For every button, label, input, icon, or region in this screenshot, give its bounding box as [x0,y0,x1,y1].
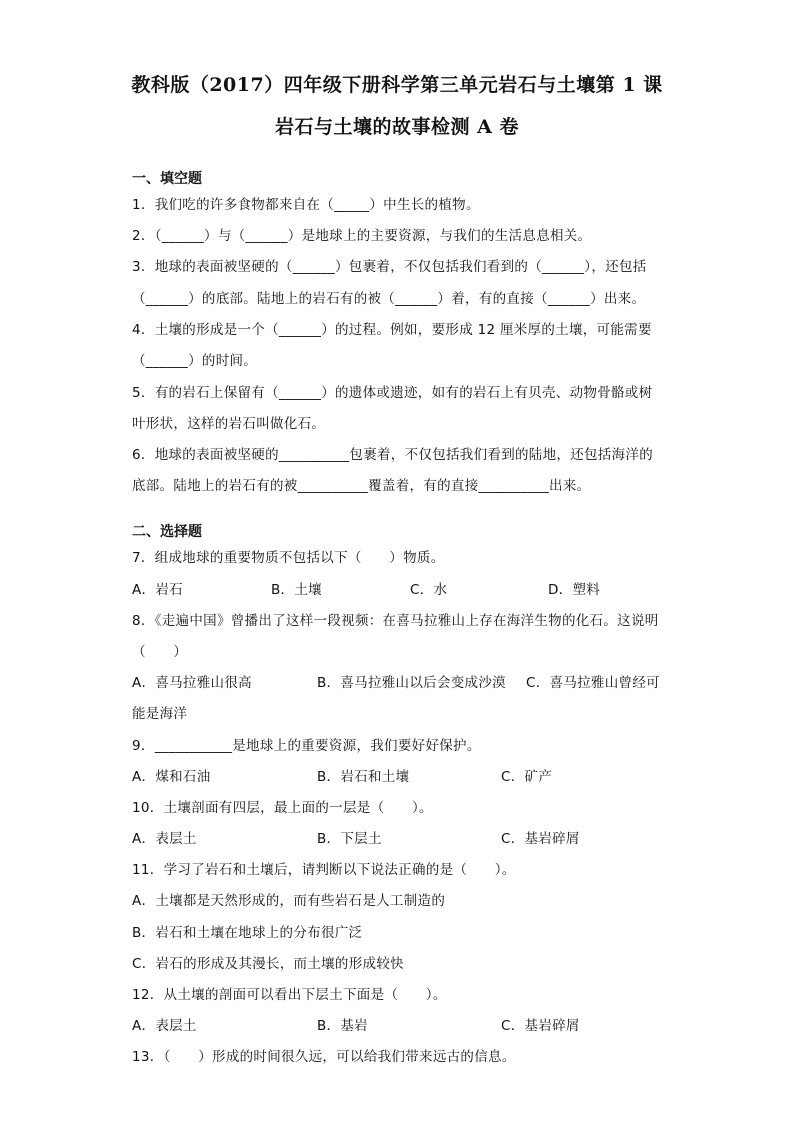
q10-option-a: A．表层土 [132,831,197,847]
section-heading-multiple-choice: 二、选择题 [132,524,202,540]
q11-option-c: C．岩石的形成及其漫长，而土壤的形成较快 [132,956,404,972]
question-line: 5．有的岩石上保留有（______）的遗体或遗迹，如有的岩石上有贝壳、动物骨骼或树 [132,385,653,401]
q8-option-c: C．喜马拉雅山曾经可 [526,675,660,691]
q9-option-c: C．矿产 [501,769,553,785]
question-line: 2．（______）与（______）是地球上的主要资源，与我们的生活息息相关。 [132,228,592,244]
q10-option-b: B．下层土 [317,831,382,847]
question-8-stem: 8．《走遍中国》曾播出了这样一段视频：在喜马拉雅山上存在海洋生物的化石。这说明 [132,613,659,629]
q7-option-b: B．土壤 [271,582,322,598]
question-7-stem: 7．组成地球的重要物质不包括以下（ ）物质。 [132,550,445,566]
q7-option-d: D．塑料 [548,582,601,598]
q11-option-b: B．岩石和土壤在地球上的分布很广泛 [132,925,363,941]
q8-option-c-cont: 能是海洋 [132,706,188,722]
document-title-line1: 教科版（2017）四年级下册科学第三单元岩石与土壤第 1 课 [131,74,663,96]
question-10-stem: 10．土壤剖面有四层，最上面的一层是（ ）。 [132,800,433,816]
question-line: 6．地球的表面被坚硬的__________包裹着，不仅包括我们看到的陆地，还包括海洋的 [132,447,653,463]
q12-option-b: B．基岩 [317,1018,368,1034]
question-line: 底部。陆地上的岩石有的被__________覆盖着，有的直接__________出来。 [132,478,591,494]
question-line: 4．土壤的形成是一个（______）的过程。例如，要形成 12 厘米厚的土壤，可能需要 [132,322,652,338]
q9-option-a: A．煤和石油 [132,769,211,785]
question-13-stem: 13．（ ）形成的时间很久远，可以给我们带来远古的信息。 [132,1049,516,1065]
q8-option-a: A．喜马拉雅山很高 [132,675,252,691]
question-11-stem: 11．学习了岩石和土壤后，请判断以下说法正确的是（ ）。 [132,862,516,878]
question-8-stem-cont: （ ） [132,644,188,660]
q7-option-c: C．水 [410,582,448,598]
question-line: （______）的时间。 [132,353,258,369]
q12-option-a: A．表层土 [132,1018,197,1034]
question-9-stem: 9．___________是地球上的重要资源，我们要好好保护。 [132,738,481,754]
q10-option-c: C．基岩碎屑 [501,831,580,847]
question-line: 3．地球的表面被坚硬的（______）包裹着，不仅包括我们看到的（______），还包括 [132,259,647,275]
question-12-stem: 12．从土壤的剖面可以看出下层土下面是（ ）。 [132,987,447,1003]
document-title-line2: 岩石与土壤的故事检测 A 卷 [275,116,519,138]
question-line: 叶形状，这样的岩石叫做化石。 [132,416,326,432]
question-line: 1．我们吃的许多食物都来自在（_____）中生长的植物。 [132,197,480,213]
question-line: （______）的底部。陆地上的岩石有的被（______）着，有的直接（______）出来。 [132,291,646,307]
section-heading-fill-in: 一、填空题 [132,171,202,187]
q8-option-b: B．喜马拉雅山以后会变成沙漠 [317,675,506,691]
q9-option-b: B．岩石和土壤 [317,769,410,785]
q7-option-a: A．岩石 [132,582,183,598]
q11-option-a: A．土壤都是天然形成的，而有些岩石是人工制造的 [132,893,446,909]
q12-option-c: C．基岩碎屑 [501,1018,580,1034]
